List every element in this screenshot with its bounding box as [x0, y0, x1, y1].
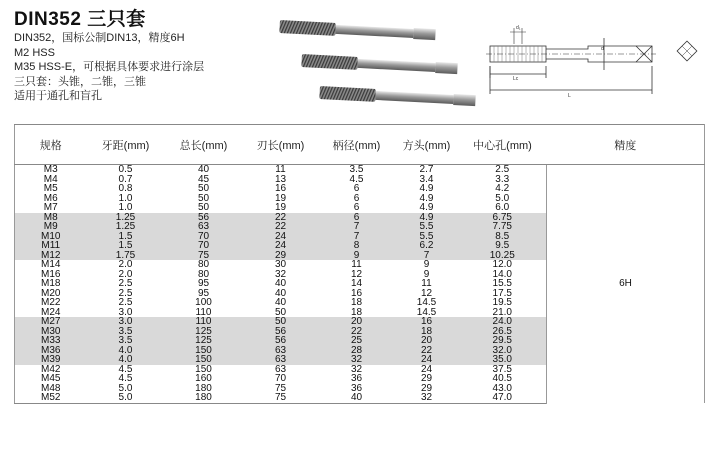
table-cell: 180 — [165, 393, 243, 403]
spec-table — [14, 124, 705, 404]
table-cell: 24.0 — [459, 317, 547, 327]
table-cell: 1.5 — [87, 241, 165, 251]
table-cell: 40 — [243, 279, 319, 289]
desc-line: M35 HSS-E，可根据具体要求进行涂层 — [14, 61, 205, 74]
table-cell: M9 — [15, 222, 87, 232]
table-cell: M16 — [15, 270, 87, 280]
table-cell: 180 — [165, 384, 243, 394]
table-cell: 10.25 — [459, 251, 547, 261]
drawing-label-l: L — [568, 93, 571, 99]
table-cell: 70 — [243, 374, 319, 384]
table-cell: M5 — [15, 184, 87, 194]
table-cell: 18 — [319, 298, 395, 308]
table-cell: 7 — [319, 222, 395, 232]
table-cell: 70 — [165, 241, 243, 251]
column-header: 方头(mm) — [395, 125, 459, 165]
drawing-label-d1: d₁ — [516, 25, 521, 31]
table-cell: 7.75 — [459, 222, 547, 232]
table-cell: M30 — [15, 327, 87, 337]
table-cell: M36 — [15, 346, 87, 356]
table-cell: 70 — [165, 232, 243, 242]
table-cell: 47.0 — [459, 393, 547, 403]
table-cell: 11 — [243, 165, 319, 175]
table-cell: 50 — [165, 194, 243, 204]
tap-icon — [301, 54, 457, 75]
table-cell: 2.5 — [87, 279, 165, 289]
table-cell: 150 — [165, 365, 243, 375]
table-cell: 12 — [395, 289, 459, 299]
table-cell: 28 — [319, 346, 395, 356]
table-cell: 14 — [319, 279, 395, 289]
table-cell: 4.2 — [459, 184, 547, 194]
table-cell: 5.0 — [87, 393, 165, 403]
table-cell: 7 — [319, 232, 395, 242]
table-cell: 6 — [319, 203, 395, 213]
table-cell: 63 — [165, 222, 243, 232]
table-cell: 12.0 — [459, 260, 547, 270]
table-cell: 75 — [243, 393, 319, 403]
table-cell: 3.0 — [87, 308, 165, 318]
table-cell: 11 — [319, 260, 395, 270]
table-cell: 24 — [395, 365, 459, 375]
table-cell: 3.5 — [319, 165, 395, 175]
tap-technical-drawing — [484, 20, 706, 100]
table-cell: 6.75 — [459, 213, 547, 223]
column-header: 柄径(mm) — [319, 125, 395, 165]
table-cell: 25 — [319, 336, 395, 346]
table-cell: M14 — [15, 260, 87, 270]
table-cell: 2.5 — [87, 289, 165, 299]
table-cell: 32 — [319, 365, 395, 375]
table-cell: M48 — [15, 384, 87, 394]
table-cell: M11 — [15, 241, 87, 251]
table-cell: 0.8 — [87, 184, 165, 194]
table-cell: 95 — [165, 279, 243, 289]
table-cell: 13 — [243, 175, 319, 185]
page-title: DIN352 三只套 — [14, 9, 146, 30]
column-header: 精度 — [547, 125, 705, 165]
table-cell: 24 — [243, 241, 319, 251]
table-cell: 29 — [395, 374, 459, 384]
table-cell: 17.5 — [459, 289, 547, 299]
table-cell: 37.5 — [459, 365, 547, 375]
table-cell: 50 — [243, 308, 319, 318]
table-cell: M3 — [15, 165, 87, 175]
table-cell: M8 — [15, 213, 87, 223]
table-cell: 18 — [395, 327, 459, 337]
table-cell: 6 — [319, 213, 395, 223]
table-cell: 75 — [243, 384, 319, 394]
table-cell: 24 — [395, 355, 459, 365]
table-cell: 56 — [243, 336, 319, 346]
table-cell: M39 — [15, 355, 87, 365]
drawing-label-d: d — [601, 46, 604, 52]
table-cell: 26.5 — [459, 327, 547, 337]
table-cell: 1.25 — [87, 222, 165, 232]
table-cell: 75 — [165, 251, 243, 261]
table-cell: 32.0 — [459, 346, 547, 356]
desc-line: DIN352，国标公制DIN13，精度6H — [14, 32, 185, 44]
table-cell: 6 — [319, 184, 395, 194]
table-cell: M4 — [15, 175, 87, 185]
table-cell: 4.9 — [395, 203, 459, 213]
table-cell: M42 — [15, 365, 87, 375]
table-cell: 2.7 — [395, 165, 459, 175]
table-cell: 45 — [165, 175, 243, 185]
table-cell: 2.5 — [87, 298, 165, 308]
table-cell: 40 — [319, 393, 395, 403]
table-cell: 22 — [395, 346, 459, 356]
table-cell: M22 — [15, 298, 87, 308]
table-cell: 29.5 — [459, 336, 547, 346]
table-cell: 16 — [395, 317, 459, 327]
table-cell: 22 — [243, 213, 319, 223]
table-cell: 11 — [395, 279, 459, 289]
table-cell: M45 — [15, 374, 87, 384]
table-cell: 63 — [243, 346, 319, 356]
table-cell: 4.5 — [319, 175, 395, 185]
column-header: 总长(mm) — [165, 125, 243, 165]
table-cell: 0.7 — [87, 175, 165, 185]
table-cell: 2.0 — [87, 260, 165, 270]
table-cell: M12 — [15, 251, 87, 261]
table-cell: 110 — [165, 317, 243, 327]
table-cell: 9 — [319, 251, 395, 261]
table-cell: 95 — [165, 289, 243, 299]
table-cell: 4.5 — [87, 365, 165, 375]
product-description — [14, 31, 204, 104]
table-cell: 6.2 — [395, 241, 459, 251]
column-header: 中心孔(mm) — [459, 125, 547, 165]
table-header-row — [15, 125, 705, 165]
column-header: 规格 — [15, 125, 87, 165]
table-cell: 14.5 — [395, 308, 459, 318]
table-cell: 4.0 — [87, 346, 165, 356]
table-cell: 3.5 — [87, 336, 165, 346]
table-cell: M18 — [15, 279, 87, 289]
table-cell: 150 — [165, 355, 243, 365]
desc-line: 适用于通孔和盲孔 — [14, 90, 102, 103]
table-cell: 80 — [165, 260, 243, 270]
table-cell: 50 — [165, 184, 243, 194]
table-cell: 9.5 — [459, 241, 547, 251]
table-cell: 19 — [243, 203, 319, 213]
drawing-label-lc: Lc — [513, 76, 519, 82]
tap-set-photo — [276, 14, 476, 118]
table-cell: 16 — [243, 184, 319, 194]
table-cell: M7 — [15, 203, 87, 213]
table-cell: 36 — [319, 374, 395, 384]
table-cell: 50 — [243, 317, 319, 327]
table-cell: 5.0 — [87, 384, 165, 394]
table-cell: 36 — [319, 384, 395, 394]
table-cell: 5.5 — [395, 222, 459, 232]
table-cell: 7 — [395, 251, 459, 261]
table-cell: 22 — [243, 222, 319, 232]
table-cell: 40 — [243, 289, 319, 299]
column-header: 牙距(mm) — [87, 125, 165, 165]
table-cell: 32 — [395, 393, 459, 403]
table-cell: 40.5 — [459, 374, 547, 384]
table-cell: 21.0 — [459, 308, 547, 318]
table-cell: 12 — [319, 270, 395, 280]
table-cell: 3.3 — [459, 175, 547, 185]
table-cell: 2.5 — [459, 165, 547, 175]
table-cell: M10 — [15, 232, 87, 242]
table-cell: M20 — [15, 289, 87, 299]
table-cell: M52 — [15, 393, 87, 403]
table-cell: 32 — [243, 270, 319, 280]
table-cell: 14.0 — [459, 270, 547, 280]
table-cell: 20 — [319, 317, 395, 327]
table-cell: 29 — [243, 251, 319, 261]
table-cell: 19 — [243, 194, 319, 204]
table-cell: 9 — [395, 270, 459, 280]
table-cell: 4.9 — [395, 194, 459, 204]
table-cell: 6 — [319, 194, 395, 204]
table-cell: 35.0 — [459, 355, 547, 365]
table-cell: 19.5 — [459, 298, 547, 308]
table-cell: 125 — [165, 327, 243, 337]
table-cell: 63 — [243, 365, 319, 375]
table-cell: 43.0 — [459, 384, 547, 394]
table-cell: 8 — [319, 241, 395, 251]
table-cell: 5.0 — [459, 194, 547, 204]
desc-line: M2 HSS — [14, 46, 55, 59]
table-cell: 4.9 — [395, 213, 459, 223]
table-cell: 80 — [165, 270, 243, 280]
table-cell: 1.75 — [87, 251, 165, 261]
table-cell: 3.0 — [87, 317, 165, 327]
table-cell: 20 — [395, 336, 459, 346]
table-cell: 16 — [319, 289, 395, 299]
table-cell: 30 — [243, 260, 319, 270]
table-cell: 1.25 — [87, 213, 165, 223]
table-cell: 24 — [243, 232, 319, 242]
tap-icon — [279, 20, 435, 41]
table-cell: 160 — [165, 374, 243, 384]
table-cell: 5.5 — [395, 232, 459, 242]
table-cell: 15.5 — [459, 279, 547, 289]
table-cell: 0.5 — [87, 165, 165, 175]
table-cell: 3.4 — [395, 175, 459, 185]
table-cell: 150 — [165, 346, 243, 356]
table-cell: 100 — [165, 298, 243, 308]
table-cell: 40 — [165, 165, 243, 175]
table-cell: 40 — [243, 298, 319, 308]
table-row — [15, 165, 705, 175]
table-cell: 63 — [243, 355, 319, 365]
table-cell: 22 — [319, 327, 395, 337]
table-cell: 1.5 — [87, 232, 165, 242]
table-cell: 125 — [165, 336, 243, 346]
table-cell: 4.5 — [87, 374, 165, 384]
table-cell: 8.5 — [459, 232, 547, 242]
table-cell: 1.0 — [87, 203, 165, 213]
table-cell: M6 — [15, 194, 87, 204]
table-cell: 14.5 — [395, 298, 459, 308]
table-cell: 18 — [319, 308, 395, 318]
table-cell: 6.0 — [459, 203, 547, 213]
table-cell: 32 — [319, 355, 395, 365]
table-cell: 110 — [165, 308, 243, 318]
table-cell: 56 — [243, 327, 319, 337]
tap-icon — [319, 86, 475, 107]
column-header: 刃长(mm) — [243, 125, 319, 165]
table-cell: M24 — [15, 308, 87, 318]
table-cell: 56 — [165, 213, 243, 223]
accuracy-cell: 6H — [547, 165, 705, 404]
table-cell: 4.9 — [395, 184, 459, 194]
table-cell: M27 — [15, 317, 87, 327]
table-cell: 9 — [395, 260, 459, 270]
table-cell: 2.0 — [87, 270, 165, 280]
table-cell: 29 — [395, 384, 459, 394]
table-cell: 50 — [165, 203, 243, 213]
desc-line: 三只套：头锥，二锥，三锥 — [14, 75, 146, 88]
table-cell: 4.0 — [87, 355, 165, 365]
table-cell: M33 — [15, 336, 87, 346]
table-cell: 3.5 — [87, 327, 165, 337]
table-cell: 1.0 — [87, 194, 165, 204]
